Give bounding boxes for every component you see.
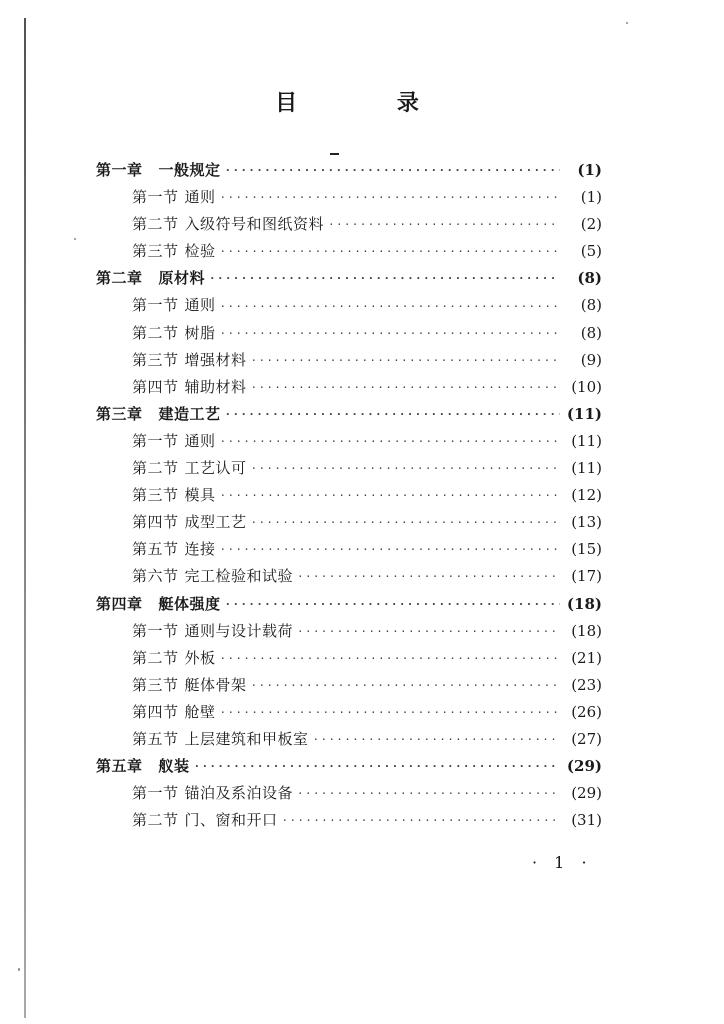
scan-speck: [74, 238, 76, 240]
section-title: 成型工艺: [184, 513, 247, 532]
dot-leader: [220, 184, 560, 211]
section-number: 第一节: [132, 784, 179, 803]
section-number: 第四节: [132, 702, 179, 721]
section-number: 第一节: [132, 188, 179, 207]
toc-section-entry: [96, 699, 602, 726]
page-reference: (18): [566, 594, 602, 613]
toc-entry-label: [132, 238, 216, 265]
section-title: 模具: [184, 486, 216, 505]
page-reference: (29): [571, 784, 602, 803]
section-title: 完工检验和试验: [184, 567, 294, 586]
dot-leader: [220, 293, 560, 320]
page-reference: (21): [571, 648, 602, 667]
toc-section-entry: [96, 618, 602, 645]
page-reference: (8): [580, 323, 602, 342]
toc-entry-label: [132, 618, 293, 645]
page-reference: (11): [566, 404, 602, 423]
section-title: 舱壁: [184, 702, 216, 721]
toc-section-entry: [96, 780, 602, 807]
chapter-number: 第三章: [96, 404, 143, 423]
toc-chapter-entry: [96, 401, 602, 428]
toc-section-entry: [96, 374, 602, 401]
toc-entry-label: [132, 536, 216, 563]
title-rule: [330, 153, 339, 155]
dot-leader: [251, 455, 560, 482]
dot-leader: [225, 591, 560, 618]
toc-section-entry: [96, 509, 602, 536]
toc-entry-label: [96, 157, 221, 184]
toc-section-entry: [96, 347, 602, 374]
page-reference: (11): [571, 459, 602, 478]
page-reference: (1): [577, 161, 602, 179]
section-title: 树脂: [184, 323, 216, 342]
section-title: 通则: [184, 431, 216, 450]
table-of-contents: [96, 157, 602, 834]
scan-speck: [626, 22, 628, 24]
dot-leader: [225, 401, 560, 428]
page-reference: (27): [571, 729, 602, 748]
toc-entry-label: [132, 374, 247, 401]
dot-leader: [225, 157, 560, 184]
toc-entry-label: [132, 347, 247, 374]
chapter-number: 第二章: [96, 269, 143, 288]
section-number: 第四节: [132, 377, 179, 396]
toc-entry-label: [132, 726, 309, 753]
section-number: 第二节: [132, 811, 179, 830]
toc-section-entry: [96, 292, 602, 319]
section-number: 第五节: [132, 540, 179, 559]
dot-leader: [282, 807, 560, 834]
dot-leader: [220, 645, 560, 672]
toc-entry-label: [132, 184, 216, 211]
dot-leader: [251, 509, 560, 536]
section-number: 第五节: [132, 729, 179, 748]
toc-entry-label: [132, 482, 216, 509]
toc-section-entry: [96, 211, 602, 238]
section-number: 第一节: [132, 431, 179, 450]
toc-entry-label: [132, 807, 278, 834]
page-reference: (12): [571, 486, 602, 505]
page-reference: (23): [571, 675, 602, 694]
section-title: 外板: [184, 648, 216, 667]
toc-section-entry: [96, 482, 602, 509]
toc-section-entry: [96, 238, 602, 265]
dot-leader: [220, 320, 560, 347]
dot-leader: [313, 726, 560, 753]
toc-section-entry: [96, 563, 602, 590]
page-number: · 1 ·: [532, 853, 593, 872]
section-title: 门、窗和开口: [184, 811, 278, 830]
toc-section-entry: [96, 536, 602, 563]
dot-leader: [297, 780, 560, 807]
page-reference: (13): [571, 513, 602, 532]
dot-leader: [328, 211, 560, 238]
chapter-title: 一般规定: [158, 161, 221, 179]
chapter-title: 原材料: [158, 269, 206, 288]
chapter-title: 艇体强度: [158, 594, 221, 613]
section-title: 锚泊及系泊设备: [184, 784, 294, 803]
section-title: 辅助材料: [184, 377, 247, 396]
page-reference: (31): [571, 811, 602, 830]
toc-chapter-entry: [96, 265, 602, 292]
toc-section-entry: [96, 645, 602, 672]
dot-leader: [251, 672, 560, 699]
section-number: 第二节: [132, 648, 179, 667]
section-title: 上层建筑和甲板室: [184, 729, 309, 748]
section-title: 连接: [184, 540, 216, 559]
page-reference: (5): [580, 242, 602, 261]
page-reference: (2): [580, 215, 602, 234]
chapter-title: 建造工艺: [158, 404, 221, 423]
page-reference: (1): [580, 188, 602, 207]
toc-section-entry: [96, 455, 602, 482]
chapter-title: 舣装: [158, 757, 190, 776]
toc-section-entry: [96, 428, 602, 455]
chapter-number: 第五章: [96, 757, 143, 776]
section-number: 第三节: [132, 350, 179, 369]
section-title: 增强材料: [184, 350, 247, 369]
toc-chapter-entry: [96, 753, 602, 780]
toc-entry-label: [96, 265, 205, 292]
section-number: 第一节: [132, 296, 179, 315]
dot-leader: [220, 536, 560, 563]
toc-entry-label: [132, 563, 293, 590]
chapter-number: 第一章: [96, 161, 143, 179]
toc-entry-label: [132, 428, 216, 455]
dot-leader: [194, 753, 560, 780]
toc-entry-label: [96, 753, 190, 780]
toc-entry-label: [132, 455, 247, 482]
toc-entry-label: [132, 292, 216, 319]
page-reference: (18): [571, 621, 602, 640]
page-reference: (17): [571, 567, 602, 586]
section-number: 第二节: [132, 323, 179, 342]
dot-leader: [251, 374, 560, 401]
dot-leader: [297, 618, 560, 645]
page-reference: (29): [566, 757, 602, 776]
section-title: 通则: [184, 188, 216, 207]
toc-section-entry: [96, 726, 602, 753]
section-title: 通则与设计载荷: [184, 621, 294, 640]
chapter-number: 第四章: [96, 594, 143, 613]
toc-entry-label: [132, 699, 216, 726]
section-number: 第一节: [132, 621, 179, 640]
toc-section-entry: [96, 807, 602, 834]
section-title: 通则: [184, 296, 216, 315]
toc-section-entry: [96, 320, 602, 347]
dot-leader: [251, 347, 560, 374]
section-number: 第三节: [132, 242, 179, 261]
section-number: 第二节: [132, 215, 179, 234]
section-number: 第六节: [132, 567, 179, 586]
page-reference: (26): [571, 702, 602, 721]
dot-leader: [220, 482, 560, 509]
section-number: 第二节: [132, 459, 179, 478]
page-reference: (15): [571, 540, 602, 559]
section-title: 检验: [184, 242, 216, 261]
dot-leader: [297, 563, 560, 590]
section-title: 工艺认可: [184, 459, 247, 478]
toc-entry-label: [132, 320, 216, 347]
page-title: 目 录: [275, 90, 465, 116]
page-reference: (8): [577, 269, 602, 288]
toc-section-entry: [96, 184, 602, 211]
toc-chapter-entry: [96, 591, 602, 618]
toc-entry-label: [132, 211, 324, 238]
dot-leader: [209, 265, 560, 292]
toc-section-entry: [96, 672, 602, 699]
toc-entry-label: [132, 645, 216, 672]
section-title: 入级符号和图纸资料: [184, 215, 325, 234]
section-number: 第三节: [132, 486, 179, 505]
page-reference: (10): [571, 377, 602, 396]
toc-chapter-entry: [96, 157, 602, 184]
page-reference: (8): [580, 296, 602, 315]
dot-leader: [220, 428, 560, 455]
page-reference: (11): [571, 431, 602, 450]
toc-entry-label: [96, 401, 221, 428]
dot-leader: [220, 238, 560, 265]
section-title: 艇体骨架: [184, 675, 247, 694]
section-number: 第四节: [132, 513, 179, 532]
scan-binding-edge: [24, 18, 26, 1018]
toc-entry-label: [96, 591, 221, 618]
toc-entry-label: [132, 509, 247, 536]
scan-speck: [18, 968, 20, 971]
dot-leader: [220, 699, 560, 726]
toc-entry-label: [132, 780, 293, 807]
page-reference: (9): [580, 350, 602, 369]
section-number: 第三节: [132, 675, 179, 694]
toc-entry-label: [132, 672, 247, 699]
